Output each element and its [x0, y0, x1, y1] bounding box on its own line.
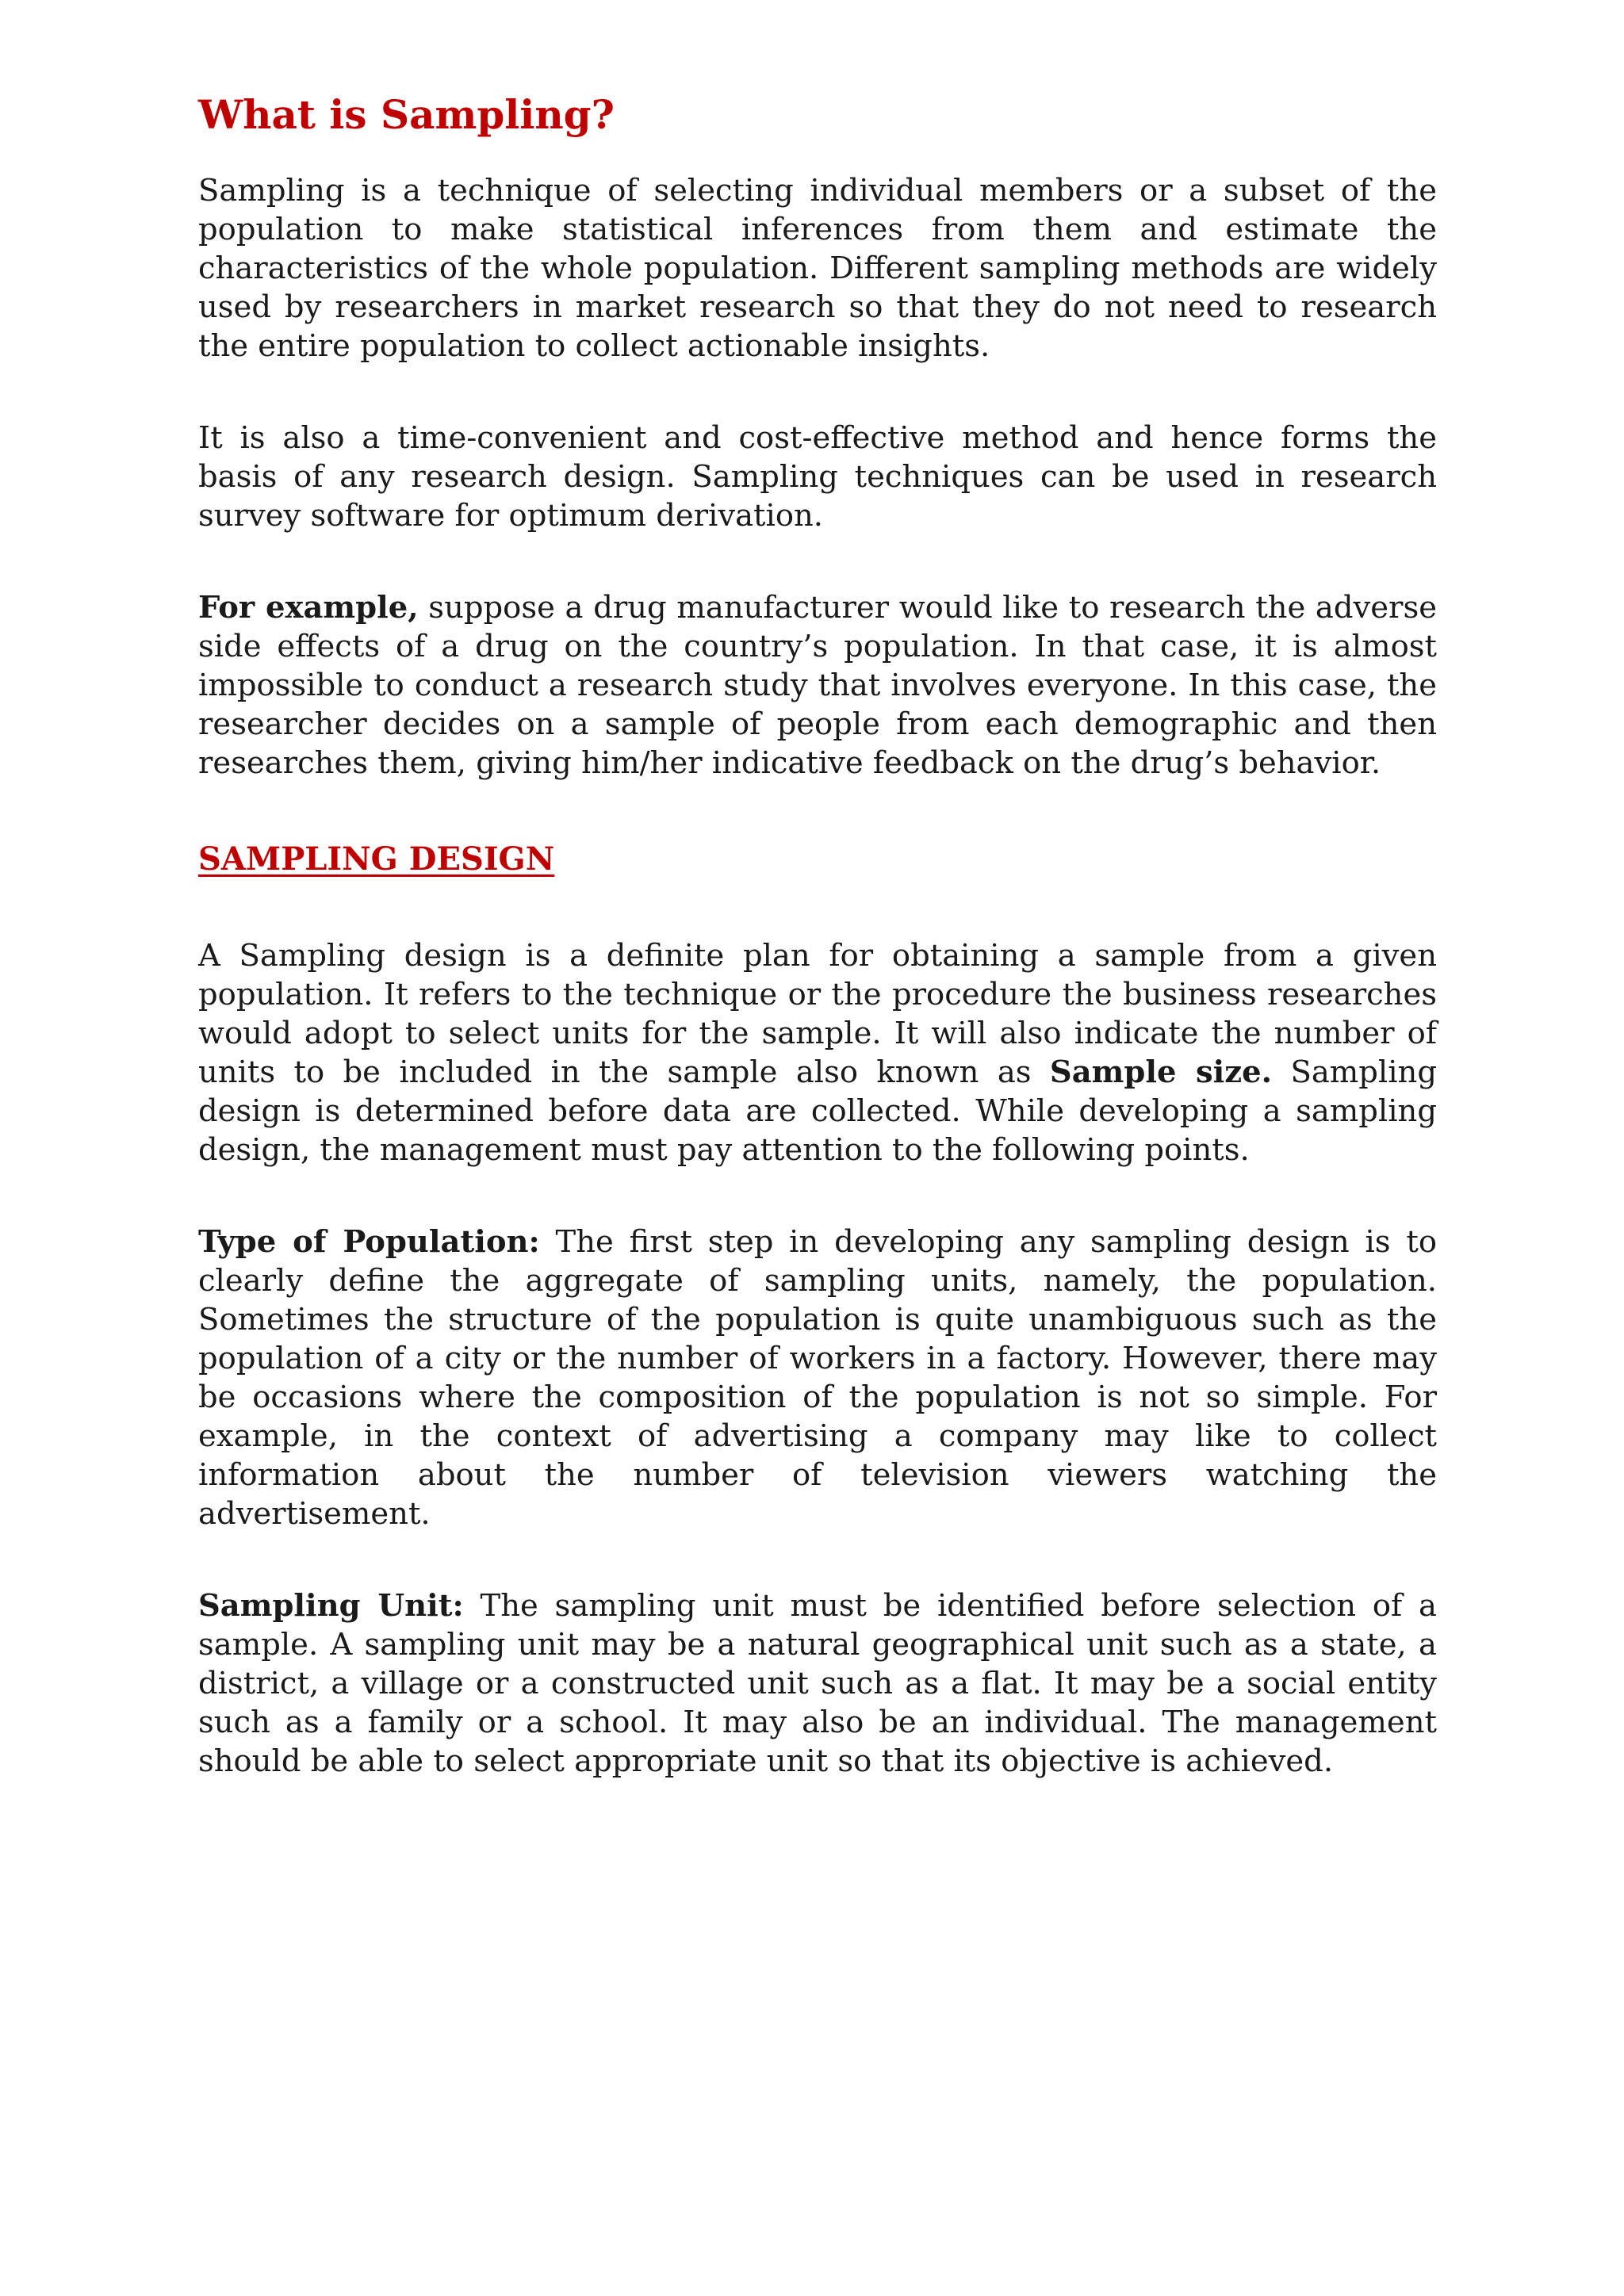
population-label: Type of Population: [198, 1224, 540, 1260]
intro-paragraph: Sampling is a technique of selecting individual members or a subset of the population to make statistical inferences from them and estimate the characteristics of the whole population. Different sampling methods are widely used by researchers in market research so that they do not need to research the entire population to collect actionable insights. [198, 173, 1437, 364]
example-label: For example, [198, 590, 419, 626]
example-paragraph [198, 588, 1437, 783]
design-paragraph [198, 936, 1437, 1169]
population-paragraph [198, 1223, 1437, 1533]
design-text-before: A Sampling design is a definite plan for obtaining a sample from a given population. It refers to the technique or the procedure the business researches would adopt to select units for the sample. It will also indicate the number of units to be included in the sample also known as [198, 938, 1437, 1090]
section-heading: SAMPLING DESIGN [198, 840, 555, 878]
sampling-unit-label: Sampling Unit: [198, 1588, 464, 1624]
sampling-unit-paragraph [198, 1586, 1437, 1781]
design-text-after: Sampling design is determined before data are collected. While developing a sampling design, the management must pay attention to the following points. [198, 1054, 1437, 1168]
sampling-unit-text: The sampling unit must be identified before selection of a sample. A sampling unit may be a natural geographical unit such as a state, a district, a village or a constructed unit such as a flat. It may be a social entity such as a family or a school. It may also be an individual. The management should be able to select appropriate unit so that its objective is achieved. [198, 1588, 1437, 1779]
page-title: What is Sampling? [198, 91, 615, 138]
sample-size-term: Sample size. [1049, 1054, 1273, 1090]
method-paragraph: It is also a time-convenient and cost-effective method and hence forms the basis of any research design. Sampling techniques can be used in research survey software for optimum derivation. [198, 420, 1437, 534]
example-text: suppose a drug manufacturer would like to research the adverse side effects of a drug on the country’s population. In that case, it is almost impossible to conduct a research study that involves everyone. In this case, the researcher decides on a sample of people from each demographic and then researches them, giving him/her indicative feedback on the drug’s behavior. [198, 590, 1438, 781]
population-text: The first step in developing any sampling design is to clearly define the aggregate of sampling units, namely, the population. Sometimes the structure of the population is quite unambiguous such as the population of a city or the number of workers in a factory. However, there may be occasions where the composition of the population is not so simple. For example, in the context of advertising a company may like to collect information about the number of television viewers watching the advertisement. [198, 1224, 1438, 1532]
document-page [198, 87, 1437, 1781]
